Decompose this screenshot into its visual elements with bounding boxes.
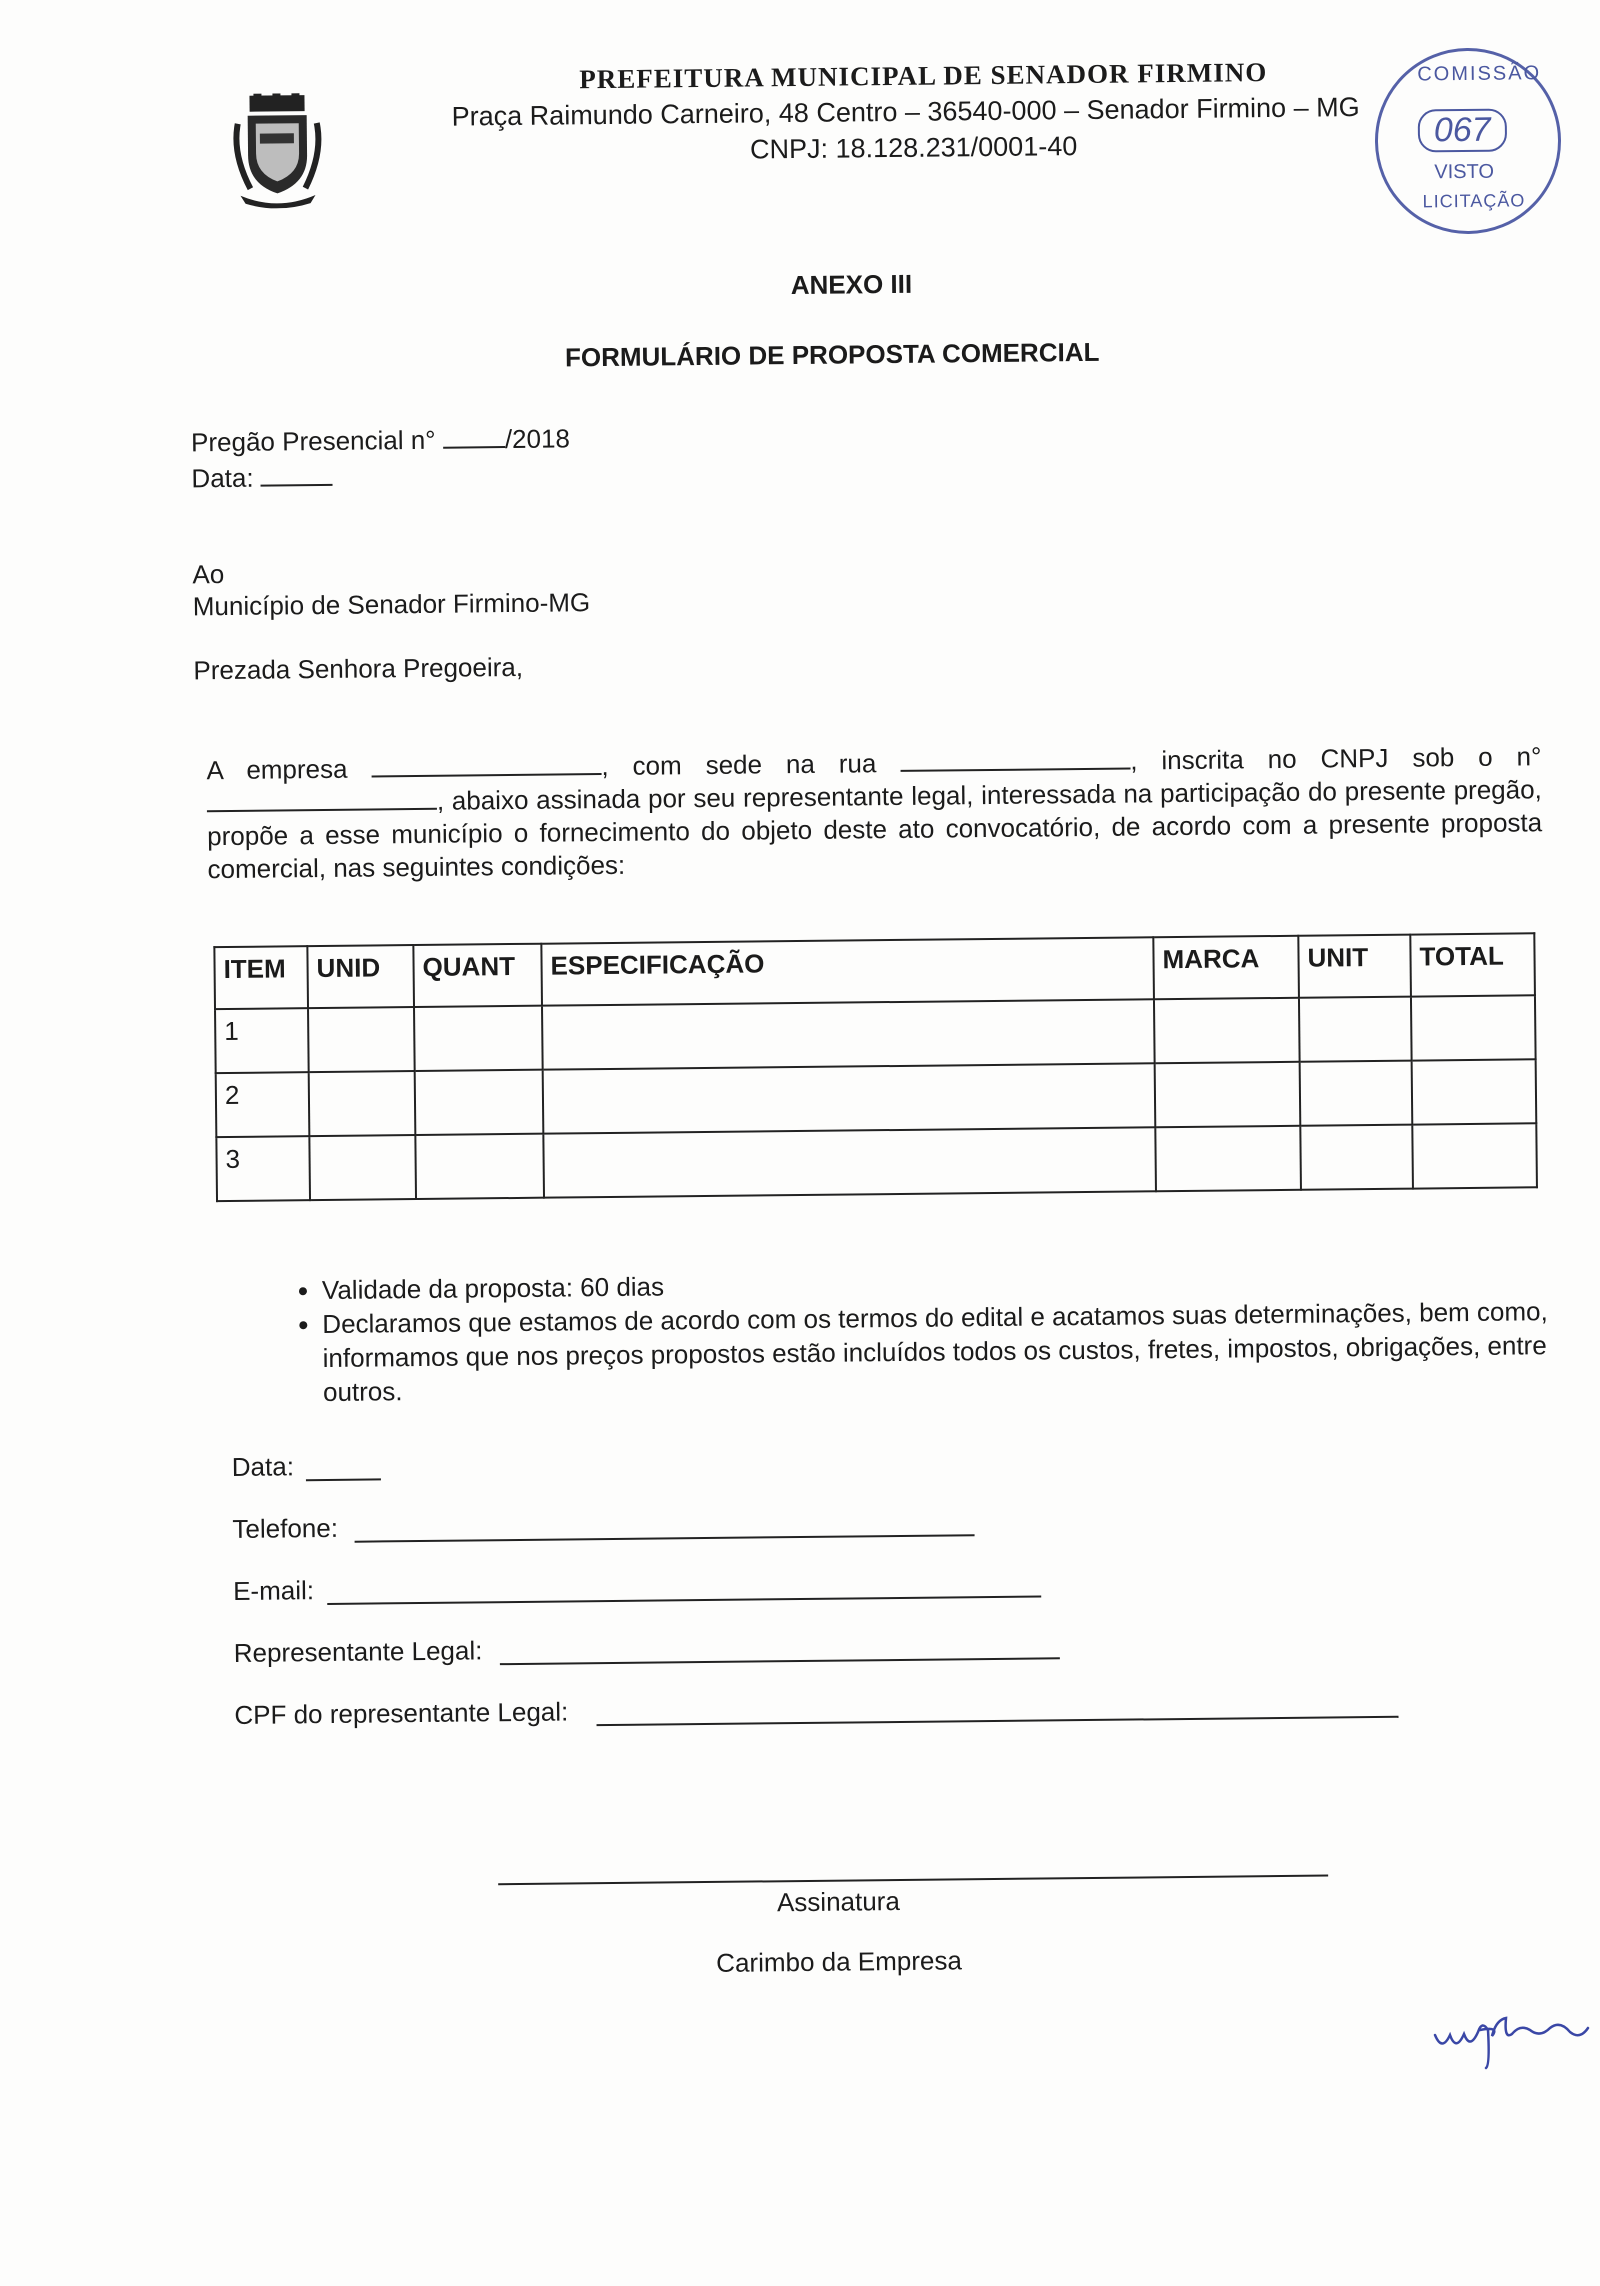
table-row (216, 1123, 1537, 1201)
cell-unit[interactable] (1300, 1125, 1413, 1190)
cell-marca[interactable] (1154, 998, 1300, 1064)
cell-unid[interactable] (309, 1071, 416, 1136)
coat-of-arms-logo (229, 93, 325, 209)
cell-total[interactable] (1412, 1123, 1537, 1188)
date-field-label: Data: (231, 1451, 295, 1482)
col-especificacao: ESPECIFICAÇÃO (541, 937, 1154, 1005)
col-quant: QUANT (413, 944, 542, 1007)
cell-quant[interactable] (414, 1006, 543, 1071)
cell-unit[interactable] (1300, 1061, 1413, 1126)
email-field-line[interactable] (327, 1596, 1041, 1605)
list-item: • Declaramos que estamos de acordo com os termos do edital e acatamos suas determinações, bem como, informamos que nos preços propostos estão incluídos todos os custos, fretes, impostos, obrigações, entre outros. (322, 1294, 1593, 1409)
col-marca: MARCA (1153, 936, 1299, 1000)
list-item: • Validade da proposta: 60 dias (322, 1260, 1592, 1307)
stamp-bottom-text: LICITAÇÃO (1422, 190, 1526, 212)
comissao-stamp (1374, 47, 1562, 235)
signature-label: Assinatura (776, 1885, 900, 1918)
phone-field-line[interactable] (355, 1534, 975, 1542)
items-table (213, 932, 1538, 1202)
header-cnpj: CNPJ: 18.128.231/0001-40 (749, 131, 1078, 165)
company-stamp-label: Carimbo da Empresa (716, 1945, 963, 1978)
col-total: TOTAL (1410, 933, 1535, 996)
stamp-number: 067 (1418, 109, 1507, 153)
pregao-number-blank[interactable] (443, 426, 505, 449)
cell-unit[interactable] (1299, 997, 1412, 1062)
cell-total[interactable] (1412, 1059, 1537, 1124)
cell-quant[interactable] (415, 1134, 544, 1199)
cpf-field-label: CPF do representante Legal: (234, 1696, 569, 1730)
addressee-line1: Ao (192, 559, 225, 590)
rep-field-label: Representante Legal: (233, 1635, 483, 1668)
pregao-date-blank[interactable] (261, 464, 333, 487)
greeting: Prezada Senhora Pregoeira, (193, 651, 524, 686)
cpf-field-line[interactable] (597, 1716, 1399, 1726)
row-item-number: 2 (216, 1072, 310, 1137)
pregao-label: Pregão Presencial n° (190, 424, 436, 458)
cell-unid[interactable] (309, 1135, 416, 1200)
col-unit: UNIT (1298, 935, 1411, 998)
stamp-visto: VISTO (1434, 160, 1495, 184)
proposal-paragraph (206, 740, 1542, 886)
para-text-1: A empresa (206, 753, 348, 786)
addressee-line2: Município de Senador Firmino-MG (192, 587, 591, 622)
annex-title: ANEXO III (790, 268, 913, 301)
rep-field-line[interactable] (500, 1657, 1060, 1665)
phone-field-label: Telefone: (232, 1512, 339, 1544)
cell-quant[interactable] (415, 1070, 544, 1135)
pregao-year: /2018 (504, 423, 571, 455)
col-unid: UNID (307, 945, 414, 1008)
handwritten-initials (1430, 1990, 1590, 2070)
cell-especificacao[interactable] (543, 1127, 1156, 1197)
col-item: ITEM (214, 946, 308, 1009)
row-item-number: 1 (215, 1008, 309, 1073)
form-title: FORMULÁRIO DE PROPOSTA COMERCIAL (564, 336, 1100, 373)
date-field-line[interactable] (306, 1478, 381, 1481)
pregao-line (191, 422, 570, 458)
cell-marca[interactable] (1155, 1062, 1301, 1128)
company-blank[interactable] (371, 753, 601, 777)
row-item-number: 3 (216, 1136, 310, 1201)
header-address: Praça Raimundo Carneiro, 48 Centro – 36540-000 – Senador Firmino – MG (451, 92, 1360, 132)
para-text-4: , abaixo assinada por seu representante legal, interessada na participação do presente pregão, propõe a esse município o fornecimento do objeto deste ato convocatório, de acordo com a presente proposta comercial, nas seguintes condições: (207, 774, 1543, 885)
para-text-2: , com sede na rua (601, 748, 877, 782)
cell-total[interactable] (1411, 995, 1536, 1060)
pregao-date-label: Data: (191, 462, 254, 494)
conditions-list (282, 1260, 1593, 1410)
stamp-top-text: COMISSÃO (1417, 62, 1542, 86)
para-text-3: , inscrita no CNPJ sob o n° (1130, 741, 1542, 776)
cell-especificacao[interactable] (542, 999, 1155, 1069)
header-title: PREFEITURA MUNICIPAL DE SENADOR FIRMINO (579, 57, 1268, 95)
cell-unid[interactable] (308, 1007, 415, 1072)
email-field-label: E-mail: (232, 1575, 315, 1606)
cnpj-blank[interactable] (207, 788, 437, 812)
pregao-date-line (191, 461, 333, 494)
cell-marca[interactable] (1155, 1126, 1301, 1192)
cell-especificacao[interactable] (543, 1063, 1156, 1133)
street-blank[interactable] (900, 748, 1130, 772)
